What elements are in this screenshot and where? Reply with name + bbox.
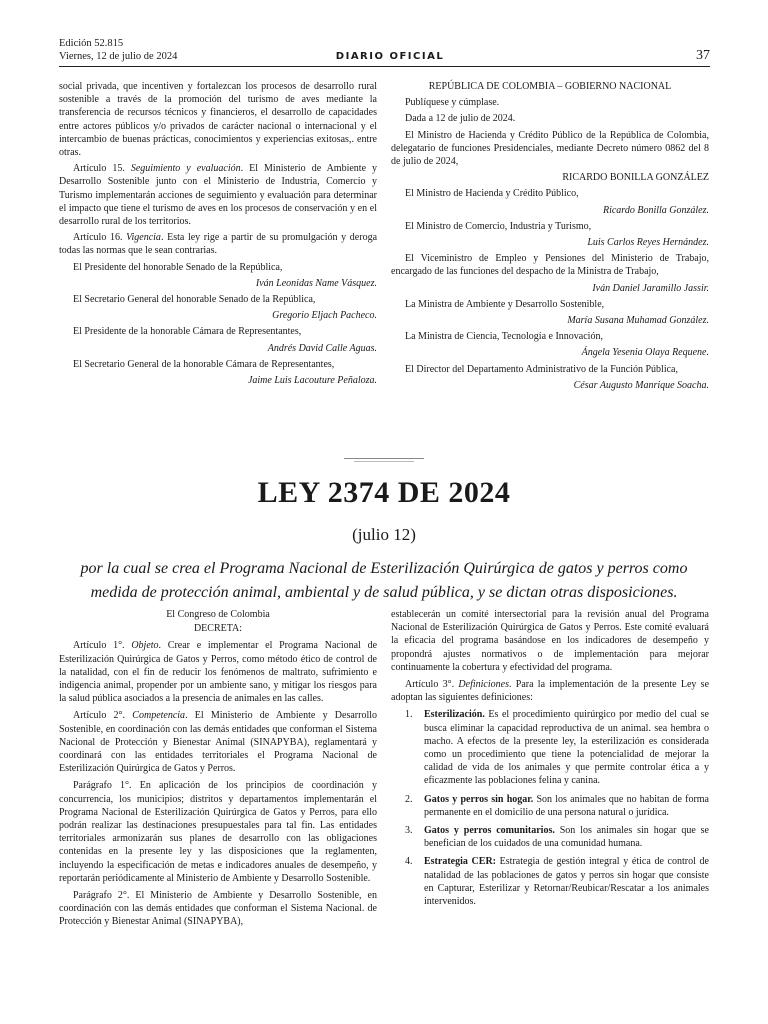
signature-name: Jaime Luis Lacouture Peñaloza. <box>247 375 377 387</box>
signature-role: El Secretario General de la honorable Cámara de Representantes, <box>73 358 335 370</box>
upper-right-column <box>391 80 709 395</box>
law-subtitle: por la cual se crea el Programa Nacional de Esterilización Quirúrgica de gatos y perros como medida de protección animal, ambiental y de salud pública, y se dictan otras disposiciones. <box>80 560 688 601</box>
edition-number: Edición 52.815 <box>59 38 124 49</box>
article-1: Artículo 1°. Objeto. Crear e implementar el Programa Nacional de Esterilización Quirúrgica de Gatos y Perros, como método ético de control de la natalidad, con el fin de reducir los fenómenos de maltrato, sufrimiento e indigencia animal, propender por un ambiente sano, y mitigar los riesgos para la salud pública asociados a la presencia de animales en las calles. <box>59 640 378 705</box>
signature-name: Andrés David Calle Aguas. <box>267 342 377 354</box>
upper-left-column <box>59 80 377 390</box>
government-heading: REPÚBLICA DE COLOMBIA – GOBIERNO NACIONAL <box>428 81 672 92</box>
delegation-paragraph: El Ministro de Hacienda y Crédito Público de la República de Colombia, delegatario de funciones Presidenciales, mediante Decreto número 0862 del 8 de julio de 2024, <box>391 129 709 168</box>
definitions-list <box>391 708 709 908</box>
lower-left-column <box>59 608 377 933</box>
paragraph-1: Parágrafo 1°. En aplicación de los principios de coordinación y concurrencia, los municipios; distritos y departamentos implementarán el Programa Nacional de Esterilización Quirúrgica de Gatos y Perros, para ello podrán realizar las destinaciones presupuestales para tal fin. Las entidades territoriales armonizarán sus planes de desarrollo con las obligaciones contenidas en la presente ley y las disposiciones que la reglamenten, incluyendo la especificación de metas e indicadores anuales de desempeño, y reportarán periódicamente al Ministerio de Ambiente y Desarrollo Sostenible. <box>59 780 377 884</box>
dada-line: Dada a 12 de julio de 2024. <box>405 113 516 125</box>
signature-name: Ángela Yesenia Olaya Requene. <box>581 347 709 359</box>
section-separator-thin <box>354 461 414 462</box>
publiquese-line: Publíquese y cúmplase. <box>405 97 500 109</box>
signature-role: La Ministra de Ciencia, Tecnología e Innovación, <box>405 331 603 343</box>
list-item: 1. Esterilización. Es el procedimiento quirúrgico por medio del cual se busca eliminar la capacidad reproductiva de un animal. sea hembra o macho. A efectos de la presente ley, la esterilización es considerada como un procedimiento que tiene la potencialidad de mejorar la calidad de vida de los animales y que permite controlar ética a y eficazmente las poblaciones felina y canina. <box>405 709 709 787</box>
signature-name: Gregorio Eljach Pacheco. <box>272 310 377 322</box>
article-15: Artículo 15. Seguimiento y evaluación. El Ministerio de Ambiente y Desarrollo Sostenible junto con el Ministerio de Industria, Comercio y Turismo implementarán acciones de seguimiento y evaluación para determinar el impacto que tiene el turismo de aves en los procesos de conservación y en el desarrollo rural de los territorios. <box>59 163 378 228</box>
issue-date: Viernes, 12 de julio de 2024 <box>59 51 178 62</box>
signature-role: El Presidente del honorable Senado de la República, <box>73 261 283 273</box>
signature-role: El Viceministro de Empleo y Pensiones del Ministerio de Trabajo, encargado de las funciones del despacho de la Ministra de Trabajo, <box>391 253 709 278</box>
page-number: 37 <box>696 48 710 63</box>
article-3: Artículo 3°. Definiciones. Para la implementación de la presente Ley se adoptan las siguientes definiciones: <box>391 679 710 704</box>
continuation-paragraph: establecerán un comité intersectorial para la revisión anual del Programa Nacional de Esterilización Quirúrgica de Gatos y Perros. Este comité evaluará la eficacia del programa basándose en los indicadores de desempeño y propondrá ajustes normativos o de implementación para mejorar continuamente la cobertura y efectividad del programa. <box>391 609 709 673</box>
signature-role: La Ministra de Ambiente y Desarrollo Sostenible, <box>405 298 605 310</box>
paragraph-2: Parágrafo 2°. El Ministerio de Ambiente y Desarrollo Sostenible, en coordinación con las demás entidades que conforman el Sistema Nacional. de Protección y Bienestar Animal (SINAPYBA), <box>59 890 377 928</box>
publication-name: DIARIO OFICIAL <box>335 51 445 62</box>
header-divider <box>59 66 710 67</box>
section-separator <box>344 458 424 459</box>
signature-role: El Ministro de Hacienda y Crédito Público, <box>405 188 579 200</box>
article-2: Artículo 2°. Competencia. El Ministerio de Ambiente y Desarrollo Sostenible, en coordinación con las demás entidades que conforman el Sistema Nacional de Protección y Bienestar Animal (SINAPYBA), reglamentará y coordinará con las entidades territoriales el Programa Nacional de Esterilización Quirúrgica de Gatos y Perros. <box>59 710 378 775</box>
law-title: LEY 2374 DE 2024 <box>257 476 511 509</box>
signature-name: César Augusto Manrique Soacha. <box>573 379 709 391</box>
page-header-left <box>59 37 177 63</box>
signature-role: El Director del Departamento Administrativo de la Función Pública, <box>405 363 678 375</box>
congress-line: El Congreso de Colombia <box>166 609 270 620</box>
signature-name: Luis Carlos Reyes Hernández. <box>587 237 709 249</box>
signature-name: María Susana Muhamad González. <box>567 315 709 327</box>
signature-role: El Secretario General del honorable Senado de la República, <box>73 294 316 306</box>
signature-role: El Presidente de la honorable Cámara de Representantes, <box>73 326 302 338</box>
signature-name: Iván Leonidas Name Vásquez. <box>255 277 377 289</box>
lower-right-column <box>391 608 709 913</box>
list-item: 3. Gatos y perros comunitarios. Son los animales sin hogar que se benefician de los cuidados de una comunidad humana. <box>405 825 709 850</box>
delegate-name: RICARDO BONILLA GONZÁLEZ <box>562 172 709 184</box>
decreta-line: DECRETA: <box>193 623 243 635</box>
law-date: (julio 12) <box>352 525 416 544</box>
continuation-paragraph: social privada, que incentiven y fortalezcan los procesos de desarrollo rural sostenible a través de la promoción del turismo de aves mediante la transferencia de recursos técnicos y financieros, el desarrollo de capacidades entre actores públicos y/o privados de carácter nacional o internacional y el intercambio de buenas prácticas, conocimientos y experiencias exitosas,. entre otras. <box>59 81 377 159</box>
list-item: 2. Gatos y perros sin hogar. Son los animales que no habitan de forma permanente en el domicilio de una persona natural o jurídica. <box>405 793 709 818</box>
signature-role: El Ministro de Comercio, Industria y Turismo, <box>405 220 592 232</box>
signature-name: Ricardo Bonilla González. <box>602 204 709 216</box>
signature-name: Iván Daniel Jaramillo Jassir. <box>592 282 709 294</box>
list-item: 4. Estrategia CER: Estrategia de gestión integral y ética de control de natalidad de las poblaciones de gatos y perros sin hogar que consiste en Capturar, Esterilizar y Retornar/Reubicar/Rescatar a los animales intervenidos. <box>405 856 709 908</box>
article-16: Artículo 16. Vigencia. Esta ley rige a partir de su promulgación y deroga todas las normas que le sean contrarias. <box>59 232 378 257</box>
